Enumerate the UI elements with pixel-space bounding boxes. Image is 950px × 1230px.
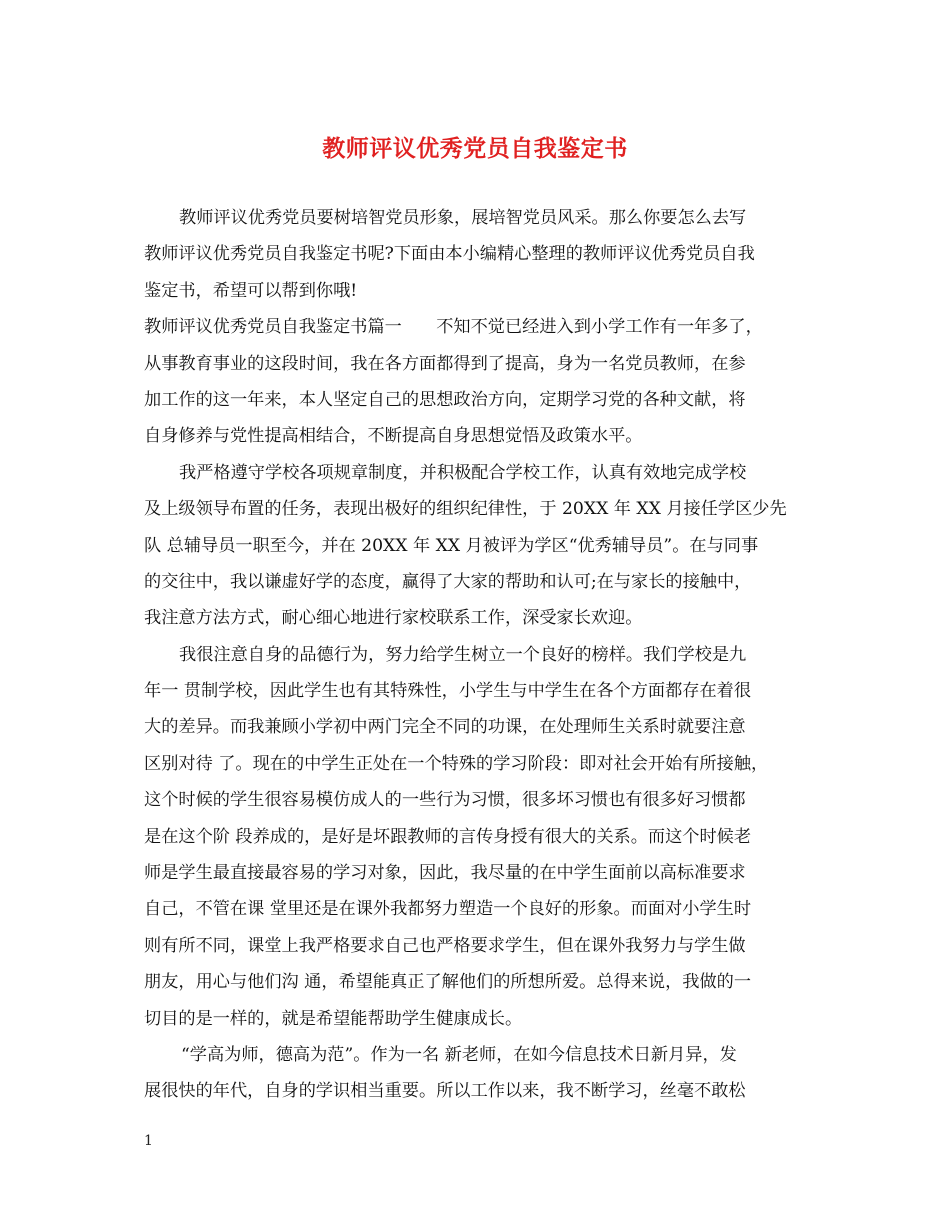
text-line: 切目的是一样的，就是希望能帮助学生健康成长。 (144, 1008, 523, 1029)
text-line: 自己，不管在课 堂里还是在课外我都努力塑造一个良好的形象。而面对小学生时 (144, 899, 752, 920)
text-line: 我注意方法方式，耐心细心地进行家校联系工作，深受家长欢迎。 (144, 608, 643, 629)
document-title: 教师评议优秀党员自我鉴定书 (322, 135, 628, 162)
text-line: 则有所不同，课堂上我严格要求自己也严格要求学生，但在课外我努力与学生做 (144, 935, 746, 956)
text-line: 我严格遵守学校各项规章制度，并积极配合学校工作，认真有效地完成学校 (179, 462, 747, 483)
text-line: 区别对待 了。现在的中学生正处在一个特殊的学习阶段：即对社会开始有所接触， (144, 753, 769, 774)
text-line: 是在这个阶 段养成的，是好是坏跟教师的言传身授有很大的关系。而这个时候老 (144, 826, 752, 847)
text-line: “学高为师，德高为范”。作为一名 新老师，在如今信息技术日新月异，发 (181, 1044, 737, 1065)
text-line: 这个时候的学生很容易模仿成人的一些行为习惯，很多坏习惯也有很多好习惯都 (144, 790, 746, 811)
text-line: 鉴定书，希望可以帮到你哦! (144, 280, 358, 301)
text-line: 年一 贯制学校，因此学生也有其特殊性，小学生与中学生在各个方面都存在着很 (144, 681, 752, 702)
text-line: 教师评议优秀党员自我鉴定书呢?下面由本小编精心整理的教师评议优秀党员自我 (144, 244, 755, 265)
page-number: 1 (144, 1133, 153, 1149)
text-line: 及上级领导布置的任务，表现出极好的组织纪律性，于 20XX 年 XX 月接任学区少先 (144, 499, 787, 520)
text-line: 师是学生最直接最容易的学习对象，因此，我尽量的在中学生面前以高标准要求 (144, 863, 746, 884)
text-line: 从事教育事业的这段时间，我在各方面都得到了提高，身为一名党员教师，在参 (144, 353, 746, 374)
text-line: 展很快的年代，自身的学识相当重要。所以工作以来，我不断学习，丝毫不敢松 (144, 1081, 746, 1102)
text-line: 教师评议优秀党员要树培智党员形象，展培智党员风采。那么你要怎么去写 (179, 208, 747, 228)
text-line: 自身修养与党性提高相结合，不断提高自身思想觉悟及政策水平。 (144, 426, 643, 447)
text-line: 加工作的这一年来，本人坚定自己的思想政治方向，定期学习党的各种文献，将 (144, 389, 746, 410)
text-line: 朋友，用心与他们沟 通，希望能真正了解他们的所想所爱。总得来说，我做的一 (144, 972, 752, 993)
text-line: 我很注意自身的品德行为，努力给学生树立一个良好的榜样。我们学校是九 (179, 644, 747, 665)
text-line: 教师评议优秀党员自我鉴定书篇一 不知不觉已经进入到小学工作有一年多了， (144, 317, 763, 338)
text-line: 队 总辅导员一职至今，并在 20XX 年 XX 月被评为学区“优秀辅导员”。在与同事 (144, 535, 759, 556)
text-line: 大的差异。而我兼顾小学初中两门完全不同的功课，在处理师生关系时就要注意 (144, 717, 746, 738)
text-line: 的交往中，我以谦虚好学的态度，赢得了大家的帮助和认可;在与家长的接触中， (144, 571, 752, 592)
document-body (144, 200, 806, 1110)
